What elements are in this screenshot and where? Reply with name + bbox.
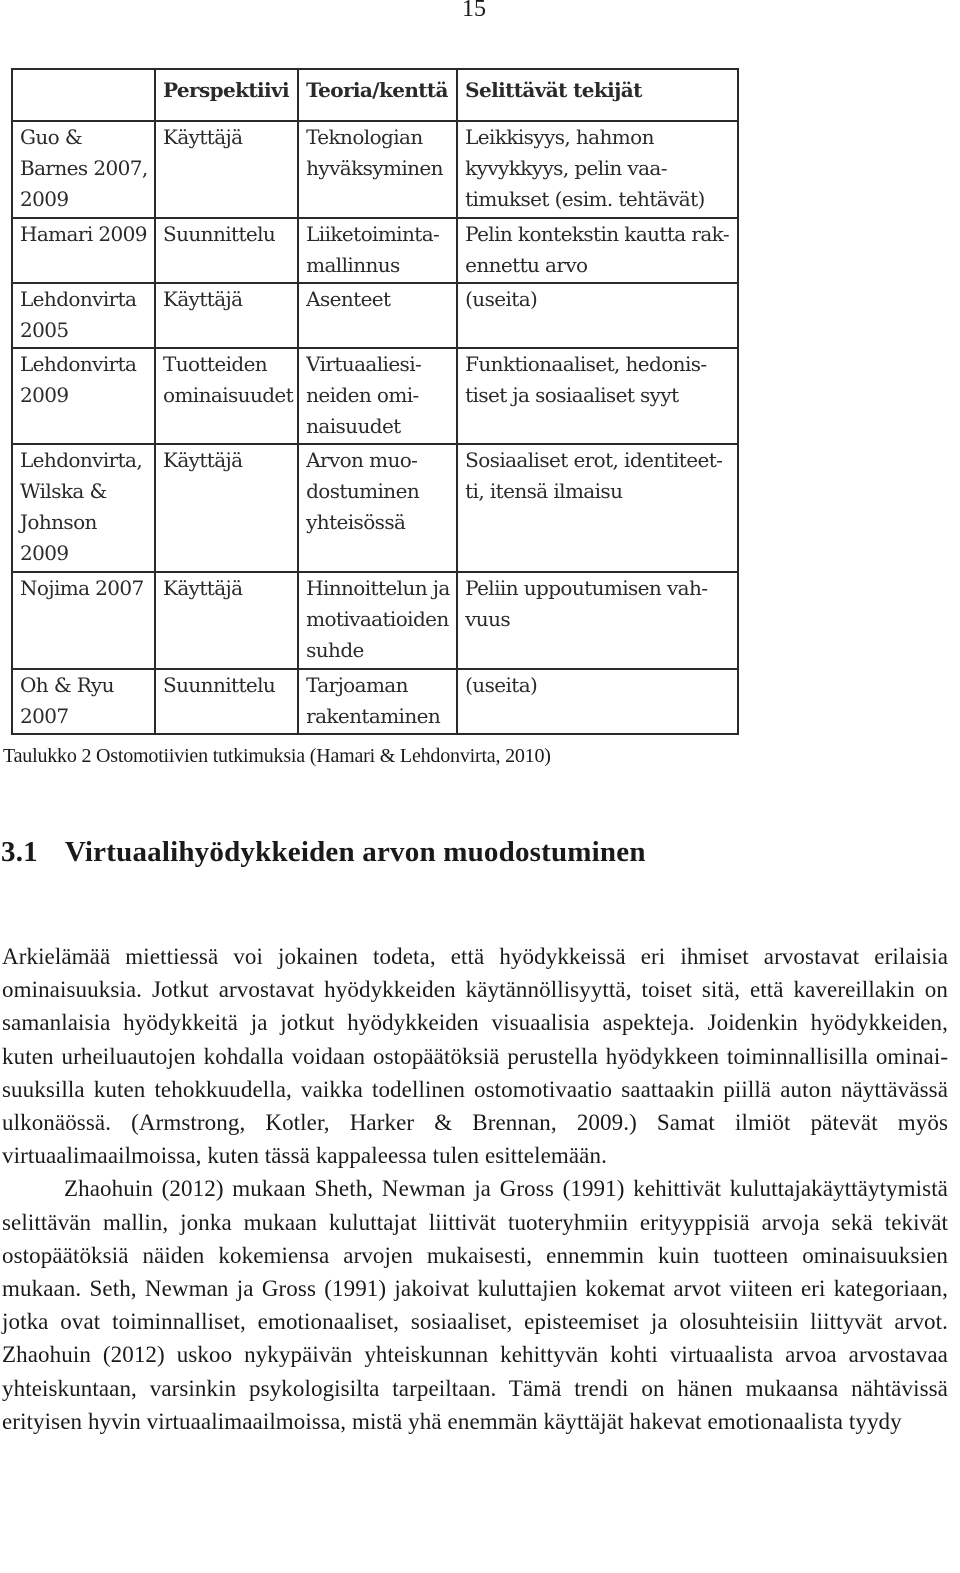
- paragraph: Zhaohuin (2012) mukaan Sheth, Newman ja Gross (1991) kehittivät kuluttajakäyttäytymistä selittävän mallin, jonka mukaan kuluttajat liittivät tuoteryhmiin erityyppisiä arvoja sekä tekivät ostopäätöksiä näiden kokemiensa arvojen mukaisesti, ennemmin kuin tuotteen ominaisuuksien mukaan. Seth, Newman ja Gross (1991) jakoivat kuluttajien kokemat arvot viiteen eri kategoriaan, jotka ovat toiminnalliset, emotionaaliset, sosiaaliset, episteemiset ja olosuhteisiin liittyvät arvot. Zhaohuin (2012) uskoo nykypäivän yhteiskunnan kehittyvän kohti virtuaalista arvoa arvostavaa yhteiskuntaan, varsinkin psykologisilta tarpeiltaan. Tämä trendi on hänen mukaansa nähtävissä erityisen hyvin virtuaalimaailmoissa, mistä yhä enemmän käyttäjät hakevat emotionaalista tyydy: [2, 1176, 948, 1434]
- table-cell: Pelin kontekstin kautta rak- ennettu arvo: [457, 218, 738, 283]
- section-title: Virtuaalihyödykkeiden arvon muodostuminen: [64, 836, 646, 868]
- research-table-wrapper: [11, 68, 739, 735]
- table-cell: Teknologian hyväksyminen: [298, 121, 457, 218]
- table-cell: Käyttäjä: [155, 121, 298, 218]
- table-cell: Käyttäjä: [155, 283, 298, 348]
- table-cell: Hinnoittelun ja motivaatioiden suhde: [298, 572, 457, 669]
- table-cell: Liiketoiminta- mallinnus: [298, 218, 457, 283]
- table-row: [12, 283, 738, 348]
- table-cell: Käyttäjä: [155, 572, 298, 669]
- header-cell-perspective: Perspektiivi: [155, 69, 298, 121]
- section-heading: [1, 836, 646, 869]
- table-row: [12, 572, 738, 669]
- table-cell: Nojima 2007: [12, 572, 155, 669]
- table-cell: Lehdonvirta 2005: [12, 283, 155, 348]
- table-cell: Hamari 2009: [12, 218, 155, 283]
- section-number: 3.1: [1, 836, 38, 868]
- table-row: [12, 348, 738, 444]
- table-row: [12, 669, 738, 734]
- table-cell: Käyttäjä: [155, 444, 298, 572]
- table-header-row: [12, 69, 738, 121]
- table-cell: Suunnittelu: [155, 218, 298, 283]
- body-text: [2, 940, 948, 1438]
- table-cell: Arvon muo- dostuminen yhteisössä: [298, 444, 457, 572]
- table-cell: Sosiaaliset erot, identiteet- ti, itensä ilmaisu: [457, 444, 738, 572]
- table-row: [12, 121, 738, 218]
- paragraph: Arkielämää miettiessä voi jokainen todeta, että hyödykkeissä eri ihmiset arvostavat erilaisia ominaisuuksia. Jotkut arvostavat hyödykkeiden käytännöllisyyttä, toiset sitä, että kavereillakin on samanlaisia hyödykkeitä ja jotkut hyödykkeiden visuaalisia aspekteja. Joidenkin hyödykkeiden, kuten urheiluautojen kohdalla voidaan ostopäätöksiä perustella hyödykkeen toiminnallisilla ominaisuuksilla kuten tehokkuudella, vaikka todellinen ostomotivaatio saattaakin piillä auton näyttävässä ulkonäössä. (Armstrong, Kotler, Harker & Brennan, 2009.) Samat ilmiöt pätevät myös virtuaalimaailmoissa, kuten tässä kappaleessa tulen esittelemään.: [2, 944, 948, 1169]
- header-cell-factors: Selittävät tekijät: [457, 69, 738, 121]
- table-row: [12, 218, 738, 283]
- header-cell-source: [12, 69, 155, 121]
- table-cell: (useita): [457, 283, 738, 348]
- page-number: 15: [462, 0, 486, 22]
- table-cell: Virtuaaliesi- neiden omi- naisuudet: [298, 348, 457, 444]
- table-row: [12, 444, 738, 572]
- table-cell: Tuotteiden ominaisuudet: [155, 348, 298, 444]
- table-cell: Peliin uppoutumisen vah- vuus: [457, 572, 738, 669]
- table-cell: (useita): [457, 669, 738, 734]
- table-cell: Tarjoaman rakentaminen: [298, 669, 457, 734]
- table-cell: Lehdonvirta 2009: [12, 348, 155, 444]
- table-cell: Asenteet: [298, 283, 457, 348]
- header-cell-theory: Teoria/kenttä: [298, 69, 457, 121]
- table-cell: Oh & Ryu 2007: [12, 669, 155, 734]
- table-cell: Guo & Barnes 2007, 2009: [12, 121, 155, 218]
- table-caption: Taulukko 2 Ostomotiivien tutkimuksia (Hamari & Lehdonvirta, 2010): [3, 745, 551, 767]
- purchase-motives-table: [11, 68, 739, 735]
- table-cell: Suunnittelu: [155, 669, 298, 734]
- table-cell: Funktionaaliset, hedonis- tiset ja sosiaaliset syyt: [457, 348, 738, 444]
- table-cell: Lehdonvirta, Wilska & Johnson 2009: [12, 444, 155, 572]
- table-cell: Leikkisyys, hahmon kyvykkyys, pelin vaa- timukset (esim. tehtävät): [457, 121, 738, 218]
